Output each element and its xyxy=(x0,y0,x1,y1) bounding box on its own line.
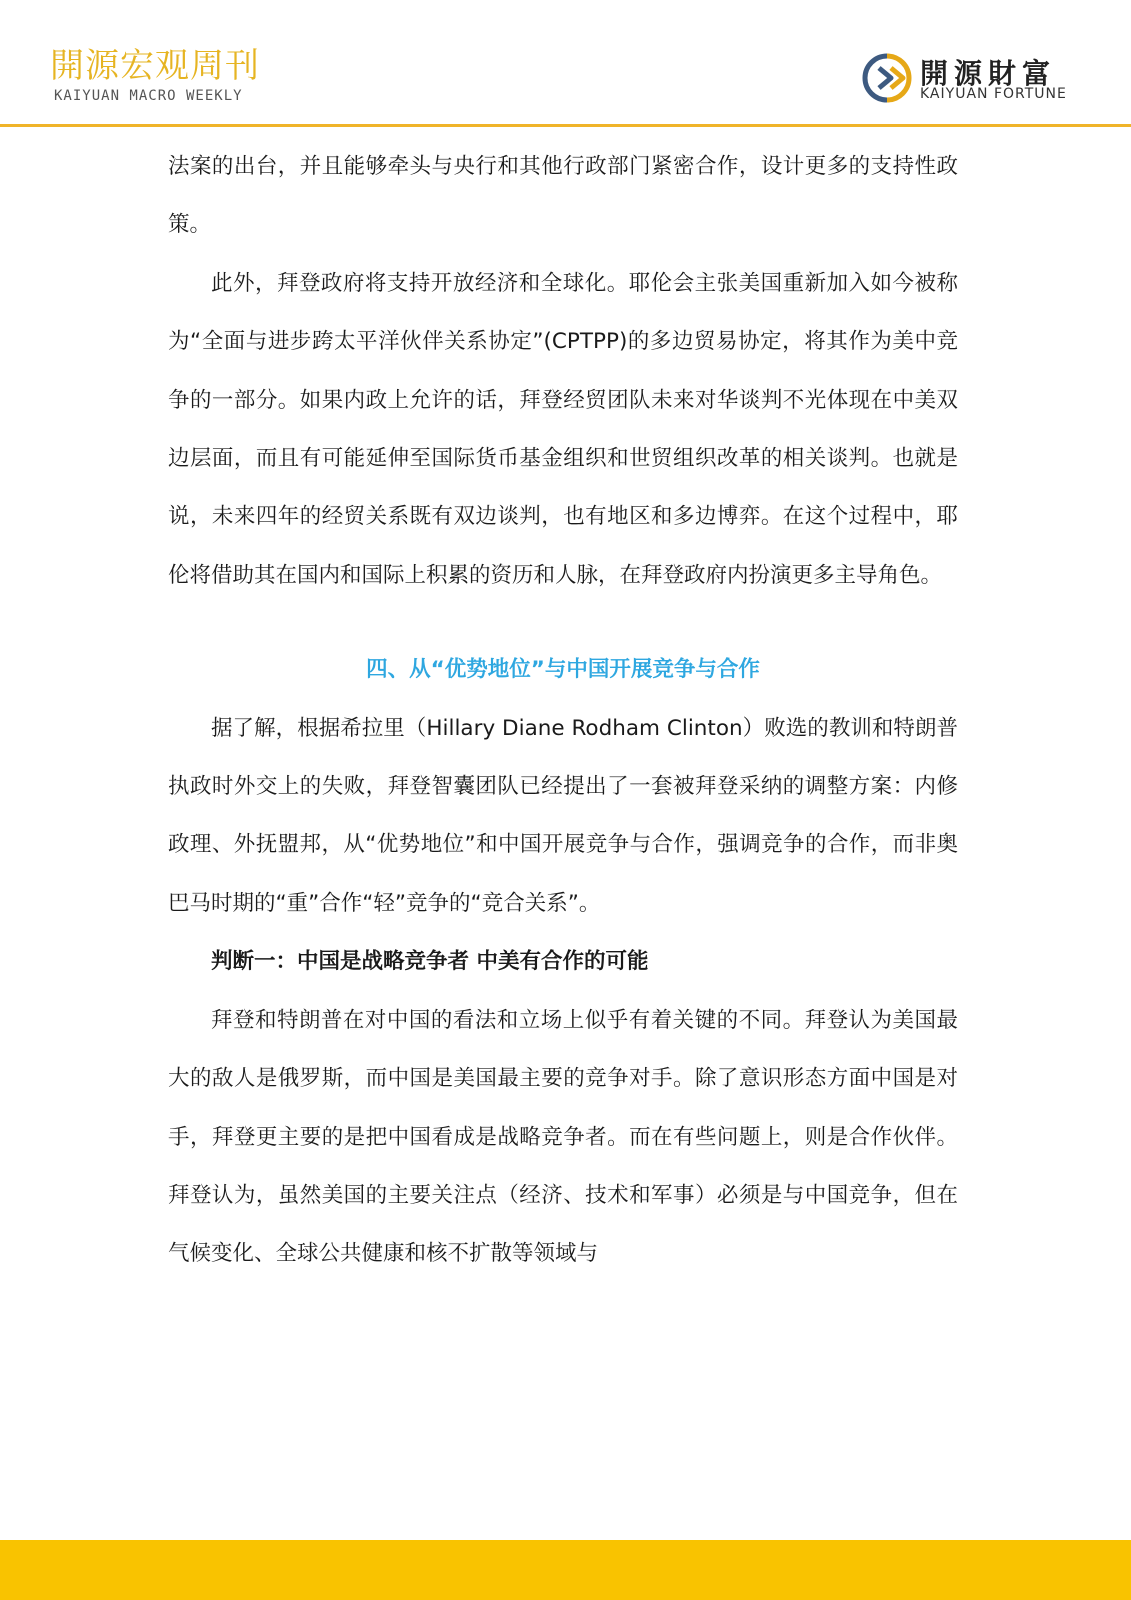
company-logo xyxy=(862,52,1092,106)
page-header xyxy=(0,0,1131,126)
publication-subtitle: KAIYUAN MACRO WEEKLY xyxy=(54,88,243,104)
paragraph: 据了解，根据希拉里（Hillary Diane Rodham Clinton）败选的教训和特朗普执政时外交上的失败，拜登智囊团队已经提出了一套被拜登采纳的调整方案：内修政理、外抚盟邦，从“优势地位”和中国开展竞争与合作，强调竞争的合作，而非奥巴马时期的“重”合作“轻”竞争的“竞合关系”。 xyxy=(168,715,958,916)
publication-title: 開源宏观周刊 xyxy=(50,46,260,86)
paragraph: 拜登和特朗普在对中国的看法和立场上似乎有着关键的不同。拜登认为美国最大的敌人是俄罗斯，而中国是美国最主要的竞争对手。除了意识形态方面中国是对手，拜登更主要的是把中国看成是战略竞争者。而在有些问题上，则是合作伙伴。拜登认为，虽然美国的主要关注点（经济、技术和军事）必须是与中国竞争，但在气候变化、全球公共健康和核不扩散等领域与 xyxy=(168,1007,958,1267)
paragraph: 法案的出台，并且能够牵头与央行和其他行政部门紧密合作，设计更多的支持性政策。 xyxy=(168,154,958,238)
footer-band xyxy=(0,1540,1131,1600)
logo-chinese-name: 開源財富 xyxy=(920,57,1057,90)
article-body xyxy=(168,138,958,1284)
section-heading: 四、从“优势地位”与中国开展竞争与合作 xyxy=(366,657,760,683)
kaiyuan-logo-icon xyxy=(862,52,912,104)
logo-english-name: KAIYUAN FORTUNE xyxy=(920,86,1067,102)
header-divider xyxy=(0,124,1131,127)
sub-heading: 判断一：中国是战略竞争者 中美有合作的可能 xyxy=(211,949,649,975)
paragraph: 此外，拜登政府将支持开放经济和全球化。耶伦会主张美国重新加入如今被称为“全面与进步跨太平洋伙伴关系协定”(CPTPP)的多边贸易协定，将其作为美中竞争的一部分。如果内政上允许的话，拜登经贸团队未来对华谈判不光体现在中美双边层面，而且有可能延伸至国际货币基金组织和世贸组织改革的相关谈判。也就是说，未来四年的经贸关系既有双边谈判，也有地区和多边博弈。在这个过程中，耶伦将借助其在国内和国际上积累的资历和人脉，在拜登政府内扮演更多主导角色。 xyxy=(168,270,958,588)
